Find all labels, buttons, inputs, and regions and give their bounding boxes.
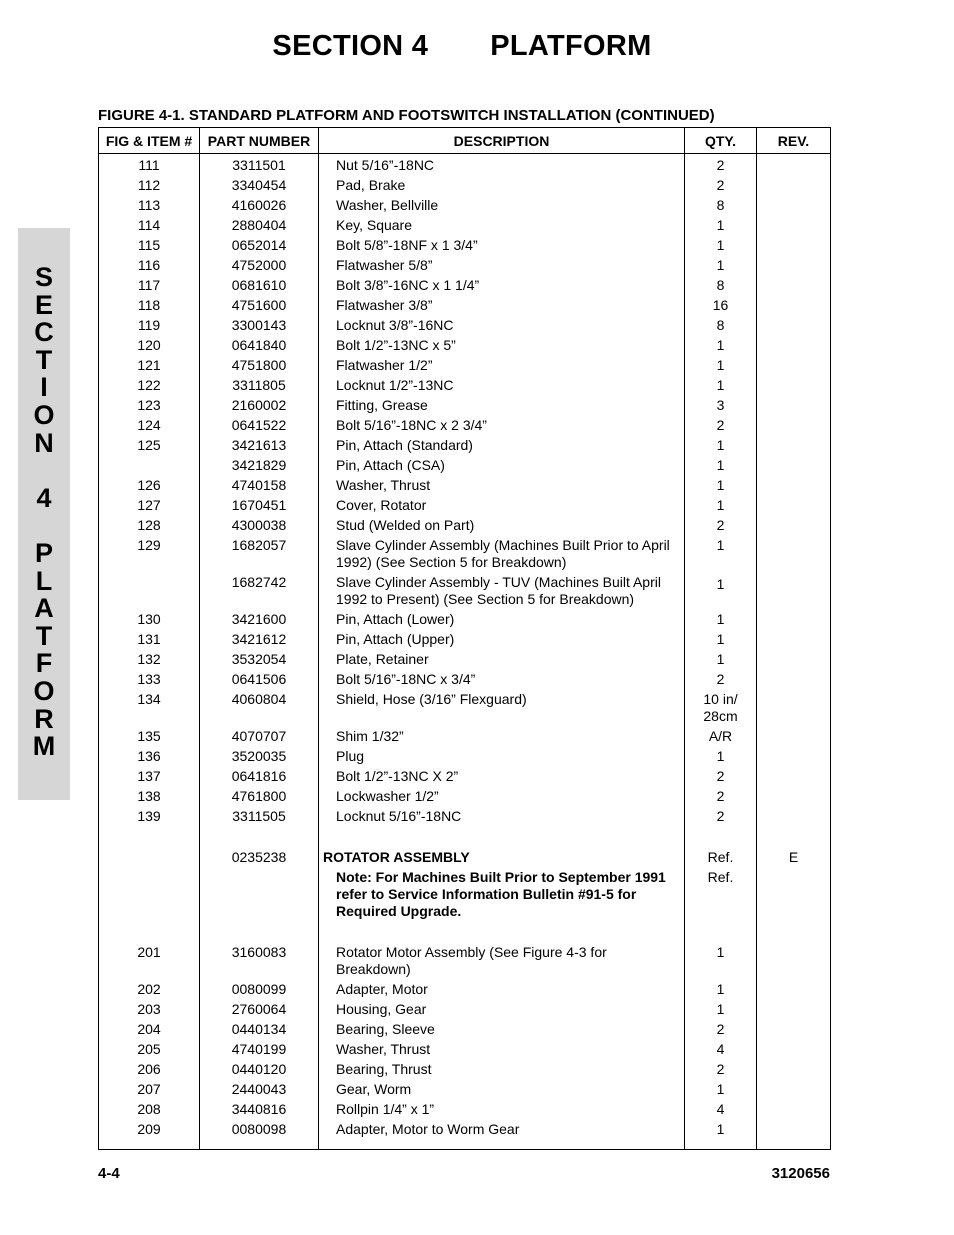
table-row [99, 275, 831, 295]
fig-item-cell: 115 [99, 235, 200, 255]
table-row [99, 726, 831, 746]
description-cell: Bearing, Sleeve [319, 1019, 685, 1039]
part-number-cell: 0080099 [200, 979, 319, 999]
description-cell: Bolt 5/8”-18NF x 1 3/4” [319, 235, 685, 255]
part-number-cell: 3160083 [200, 921, 319, 979]
table-row [99, 1039, 831, 1059]
part-number-cell: 3421829 [200, 455, 319, 475]
rev-cell [757, 415, 831, 435]
rev-cell [757, 669, 831, 689]
rev-cell [757, 1119, 831, 1150]
fig-item-cell: 119 [99, 315, 200, 335]
rev-cell [757, 921, 831, 979]
description-cell: Locknut 1/2”-13NC [319, 375, 685, 395]
description-cell: Cover, Rotator [319, 495, 685, 515]
description-cell: Pin, Attach (Standard) [319, 435, 685, 455]
rev-cell [757, 355, 831, 375]
rev-cell [757, 726, 831, 746]
part-number-cell: 1682742 [200, 572, 319, 609]
fig-item-cell: 136 [99, 746, 200, 766]
page-title [0, 30, 924, 63]
qty-cell: 2 [685, 669, 757, 689]
table-row [99, 195, 831, 215]
rev-cell [757, 475, 831, 495]
fig-item-cell: 133 [99, 669, 200, 689]
description-cell: Fitting, Grease [319, 395, 685, 415]
fig-item-cell [99, 572, 200, 609]
part-number-cell: 4070707 [200, 726, 319, 746]
side-tab-letter: O [33, 399, 55, 430]
fig-item-cell: 114 [99, 215, 200, 235]
col-header-rev: REV. [757, 128, 831, 154]
rev-cell [757, 335, 831, 355]
part-number-cell: 3311805 [200, 375, 319, 395]
fig-item-cell: 209 [99, 1119, 200, 1150]
fig-item-cell: 129 [99, 535, 200, 572]
part-number-cell: 3421612 [200, 629, 319, 649]
fig-item-cell: 130 [99, 609, 200, 629]
description-cell: Plug [319, 746, 685, 766]
part-number-cell: 4761800 [200, 786, 319, 806]
part-number-cell: 0080098 [200, 1119, 319, 1150]
parts-table [98, 127, 831, 1150]
description-cell: Slave Cylinder Assembly (Machines Built Prior to April 1992) (See Section 5 for Breakdown) [319, 535, 685, 572]
table-row [99, 435, 831, 455]
qty-cell: 1 [685, 255, 757, 275]
table-row [99, 669, 831, 689]
part-number-cell: 4160026 [200, 195, 319, 215]
table-row [99, 475, 831, 495]
part-number-cell [200, 867, 319, 921]
table-row [99, 609, 831, 629]
description-cell: Shield, Hose (3/16” Flexguard) [319, 689, 685, 726]
fig-item-cell: 203 [99, 999, 200, 1019]
table-row [99, 455, 831, 475]
document-number: 3120656 [771, 1165, 830, 1182]
part-number-cell: 3311501 [200, 154, 319, 176]
qty-cell: 1 [685, 979, 757, 999]
table-header-row [99, 128, 831, 154]
qty-cell: 1 [685, 475, 757, 495]
col-header-part-number: PART NUMBER [200, 128, 319, 154]
fig-item-cell: 122 [99, 375, 200, 395]
description-cell: Bearing, Thrust [319, 1059, 685, 1079]
rev-cell [757, 175, 831, 195]
fig-item-cell: 134 [99, 689, 200, 726]
description-cell: Plate, Retainer [319, 649, 685, 669]
rev-cell [757, 766, 831, 786]
fig-item-cell: 207 [99, 1079, 200, 1099]
part-number-cell: 3421613 [200, 435, 319, 455]
description-cell: Bolt 5/16”-18NC x 3/4” [319, 669, 685, 689]
rev-cell [757, 572, 831, 609]
fig-item-cell: 201 [99, 921, 200, 979]
rev-cell [757, 154, 831, 176]
fig-item-cell: 202 [99, 979, 200, 999]
fig-item-cell [99, 826, 200, 867]
rev-cell [757, 629, 831, 649]
rev-cell [757, 235, 831, 255]
table-row [99, 175, 831, 195]
table-row [99, 689, 831, 726]
qty-cell: 8 [685, 275, 757, 295]
description-cell: Rotator Motor Assembly (See Figure 4-3 for Breakdown) [319, 921, 685, 979]
section-title: PLATFORM [490, 30, 652, 62]
qty-cell: 1 [685, 609, 757, 629]
rev-cell [757, 867, 831, 921]
side-tab-letter [18, 512, 70, 540]
fig-item-cell: 138 [99, 786, 200, 806]
part-number-cell: 0641816 [200, 766, 319, 786]
description-cell: Adapter, Motor [319, 979, 685, 999]
description-cell: Pin, Attach (CSA) [319, 455, 685, 475]
table-row [99, 395, 831, 415]
description-cell: Bolt 3/8”-16NC x 1 1/4” [319, 275, 685, 295]
description-cell: Washer, Thrust [319, 1039, 685, 1059]
table-row [99, 921, 831, 979]
fig-item-cell: 117 [99, 275, 200, 295]
qty-cell: 10 in/ 28cm [685, 689, 757, 726]
qty-cell: 1 [685, 455, 757, 475]
qty-cell: 2 [685, 154, 757, 176]
description-cell: Rollpin 1/4” x 1” [319, 1099, 685, 1119]
rev-cell [757, 295, 831, 315]
part-number-cell: 0641522 [200, 415, 319, 435]
rev-cell [757, 215, 831, 235]
part-number-cell: 2880404 [200, 215, 319, 235]
qty-cell: 1 [685, 1079, 757, 1099]
table-row [99, 515, 831, 535]
description-cell: Flatwasher 1/2” [319, 355, 685, 375]
fig-item-cell [99, 455, 200, 475]
description-cell: Pin, Attach (Lower) [319, 609, 685, 629]
col-header-qty: QTY. [685, 128, 757, 154]
fig-item-cell: 124 [99, 415, 200, 435]
description-cell: Pad, Brake [319, 175, 685, 195]
fig-item-cell: 126 [99, 475, 200, 495]
fig-item-cell: 135 [99, 726, 200, 746]
rev-cell [757, 435, 831, 455]
rev-cell [757, 1059, 831, 1079]
fig-item-cell: 112 [99, 175, 200, 195]
side-tab-letter: F [35, 648, 53, 679]
rev-cell: E [757, 826, 831, 867]
description-cell: Flatwasher 5/8” [319, 255, 685, 275]
side-tab-letter: R [34, 703, 54, 734]
qty-cell: 1 [685, 375, 757, 395]
fig-item-cell: 116 [99, 255, 200, 275]
rev-cell [757, 1039, 831, 1059]
description-cell: ROTATOR ASSEMBLY [319, 826, 685, 867]
table-row [99, 649, 831, 669]
section-side-tab [18, 228, 70, 800]
qty-cell: 3 [685, 395, 757, 415]
qty-cell: 2 [685, 175, 757, 195]
part-number-cell: 0641506 [200, 669, 319, 689]
qty-cell: 1 [685, 355, 757, 375]
fig-item-cell: 111 [99, 154, 200, 176]
fig-item-cell: 123 [99, 395, 200, 415]
qty-cell: 1 [685, 335, 757, 355]
side-tab-letter: 4 [36, 482, 52, 513]
side-tab-letter: L [35, 565, 53, 596]
side-tab-letter: E [34, 289, 53, 320]
side-tab-letter: N [34, 427, 54, 458]
qty-cell: 1 [685, 495, 757, 515]
fig-item-cell: 137 [99, 766, 200, 786]
qty-cell: 2 [685, 515, 757, 535]
part-number-cell: 3421600 [200, 609, 319, 629]
qty-cell: 1 [685, 746, 757, 766]
table-row [99, 1059, 831, 1079]
rev-cell [757, 455, 831, 475]
table-row [99, 295, 831, 315]
table-row [99, 355, 831, 375]
table-row [99, 826, 831, 867]
fig-item-cell: 206 [99, 1059, 200, 1079]
part-number-cell: 3532054 [200, 649, 319, 669]
description-cell: Washer, Bellville [319, 195, 685, 215]
table-row [99, 215, 831, 235]
side-tab-letter: T [35, 344, 53, 375]
qty-cell: 1 [685, 649, 757, 669]
table-row [99, 867, 831, 921]
description-cell: Shim 1/32” [319, 726, 685, 746]
side-tab-letter: C [34, 317, 54, 348]
col-header-description: DESCRIPTION [319, 128, 685, 154]
part-number-cell: 0440134 [200, 1019, 319, 1039]
description-cell: Stud (Welded on Part) [319, 515, 685, 535]
rev-cell [757, 1019, 831, 1039]
table-row [99, 629, 831, 649]
table-row [99, 535, 831, 572]
side-tab-letter: T [35, 620, 53, 651]
description-cell: Pin, Attach (Upper) [319, 629, 685, 649]
fig-item-cell: 128 [99, 515, 200, 535]
rev-cell [757, 255, 831, 275]
description-cell: Flatwasher 3/8” [319, 295, 685, 315]
rev-cell [757, 786, 831, 806]
description-cell: Nut 5/16”-18NC [319, 154, 685, 176]
side-tab-letter: P [34, 537, 53, 568]
description-cell: Key, Square [319, 215, 685, 235]
table-row [99, 495, 831, 515]
rev-cell [757, 806, 831, 826]
fig-item-cell: 205 [99, 1039, 200, 1059]
part-number-cell: 3440816 [200, 1099, 319, 1119]
rev-cell [757, 315, 831, 335]
part-number-cell: 3520035 [200, 746, 319, 766]
side-tab-letter: I [40, 372, 48, 403]
rev-cell [757, 609, 831, 629]
rev-cell [757, 395, 831, 415]
table-row [99, 1099, 831, 1119]
side-tab-letter: O [33, 675, 55, 706]
figure-title: FIGURE 4-1. STANDARD PLATFORM AND FOOTSWITCH INSTALLATION (CONTINUED) [98, 107, 715, 124]
part-number-cell: 0235238 [200, 826, 319, 867]
rev-cell [757, 515, 831, 535]
part-number-cell: 4060804 [200, 689, 319, 726]
table-row [99, 806, 831, 826]
description-cell: Bolt 1/2”-13NC x 5” [319, 335, 685, 355]
qty-cell: 2 [685, 806, 757, 826]
description-cell: Bolt 1/2”-13NC X 2” [319, 766, 685, 786]
part-number-cell: 2760064 [200, 999, 319, 1019]
qty-cell: 2 [685, 1019, 757, 1039]
description-cell: Note: For Machines Built Prior to September 1991 refer to Service Information Bulletin #91-5 for Required Upgrade. [319, 867, 685, 921]
description-cell: Housing, Gear [319, 999, 685, 1019]
table-row [99, 415, 831, 435]
table-row [99, 979, 831, 999]
qty-cell: 1 [685, 1119, 757, 1150]
part-number-cell: 1670451 [200, 495, 319, 515]
section-label: SECTION 4 [272, 30, 429, 62]
table-row [99, 154, 831, 176]
qty-cell: 8 [685, 195, 757, 215]
part-number-cell: 0652014 [200, 235, 319, 255]
part-number-cell: 0440120 [200, 1059, 319, 1079]
qty-cell: 16 [685, 295, 757, 315]
table-row [99, 572, 831, 609]
fig-item-cell: 208 [99, 1099, 200, 1119]
part-number-cell: 4752000 [200, 255, 319, 275]
description-cell: Slave Cylinder Assembly - TUV (Machines Built April 1992 to Present) (See Section 5 for Breakdown) [319, 572, 685, 609]
rev-cell [757, 649, 831, 669]
description-cell: Washer, Thrust [319, 475, 685, 495]
fig-item-cell: 139 [99, 806, 200, 826]
page-number: 4-4 [98, 1165, 120, 1182]
qty-cell: A/R [685, 726, 757, 746]
side-tab-letter: M [32, 731, 56, 762]
rev-cell [757, 195, 831, 215]
part-number-cell: 1682057 [200, 535, 319, 572]
qty-cell: 2 [685, 766, 757, 786]
part-number-cell: 3311505 [200, 806, 319, 826]
rev-cell [757, 979, 831, 999]
qty-cell: Ref. [685, 867, 757, 921]
fig-item-cell: 204 [99, 1019, 200, 1039]
fig-item-cell: 127 [99, 495, 200, 515]
qty-cell: 1 [685, 435, 757, 455]
rev-cell [757, 535, 831, 572]
table-row [99, 766, 831, 786]
qty-cell: 8 [685, 315, 757, 335]
description-cell: Bolt 5/16”-18NC x 2 3/4” [319, 415, 685, 435]
qty-cell: 2 [685, 786, 757, 806]
qty-cell: 1 [685, 999, 757, 1019]
table-row [99, 786, 831, 806]
part-number-cell: 2440043 [200, 1079, 319, 1099]
table-row [99, 255, 831, 275]
description-cell: Lockwasher 1/2” [319, 786, 685, 806]
qty-cell: 2 [685, 1059, 757, 1079]
fig-item-cell: 121 [99, 355, 200, 375]
table-row [99, 1119, 831, 1150]
qty-cell: 4 [685, 1099, 757, 1119]
side-tab-letter: A [34, 593, 54, 624]
qty-cell: 2 [685, 415, 757, 435]
table-row [99, 999, 831, 1019]
part-number-cell: 4740199 [200, 1039, 319, 1059]
part-number-cell: 4751600 [200, 295, 319, 315]
qty-cell: 1 [685, 629, 757, 649]
rev-cell [757, 1099, 831, 1119]
qty-cell: Ref. [685, 826, 757, 867]
part-number-cell: 2160002 [200, 395, 319, 415]
fig-item-cell: 120 [99, 335, 200, 355]
qty-cell: 1 [685, 535, 757, 572]
rev-cell [757, 375, 831, 395]
table-row [99, 235, 831, 255]
rev-cell [757, 495, 831, 515]
qty-cell: 1 [685, 235, 757, 255]
fig-item-cell: 132 [99, 649, 200, 669]
part-number-cell: 3300143 [200, 315, 319, 335]
part-number-cell: 4300038 [200, 515, 319, 535]
description-cell: Locknut 3/8”-16NC [319, 315, 685, 335]
table-row [99, 335, 831, 355]
fig-item-cell: 125 [99, 435, 200, 455]
fig-item-cell: 131 [99, 629, 200, 649]
rev-cell [757, 275, 831, 295]
qty-cell: 1 [685, 572, 757, 609]
qty-cell: 4 [685, 1039, 757, 1059]
table-row [99, 746, 831, 766]
rev-cell [757, 999, 831, 1019]
rev-cell [757, 746, 831, 766]
fig-item-cell: 113 [99, 195, 200, 215]
part-number-cell: 0641840 [200, 335, 319, 355]
col-header-fig-item: FIG & ITEM # [99, 128, 200, 154]
description-cell: Locknut 5/16”-18NC [319, 806, 685, 826]
qty-cell: 1 [685, 921, 757, 979]
part-number-cell: 3340454 [200, 175, 319, 195]
table-row [99, 315, 831, 335]
rev-cell [757, 1079, 831, 1099]
table-row [99, 1019, 831, 1039]
side-tab-letter: S [34, 262, 53, 292]
description-cell: Gear, Worm [319, 1079, 685, 1099]
fig-item-cell [99, 867, 200, 921]
side-tab-letter [18, 457, 70, 485]
rev-cell [757, 689, 831, 726]
description-cell: Adapter, Motor to Worm Gear [319, 1119, 685, 1150]
table-row [99, 1079, 831, 1099]
part-number-cell: 4751800 [200, 355, 319, 375]
part-number-cell: 0681610 [200, 275, 319, 295]
fig-item-cell: 118 [99, 295, 200, 315]
table-row [99, 375, 831, 395]
part-number-cell: 4740158 [200, 475, 319, 495]
qty-cell: 1 [685, 215, 757, 235]
